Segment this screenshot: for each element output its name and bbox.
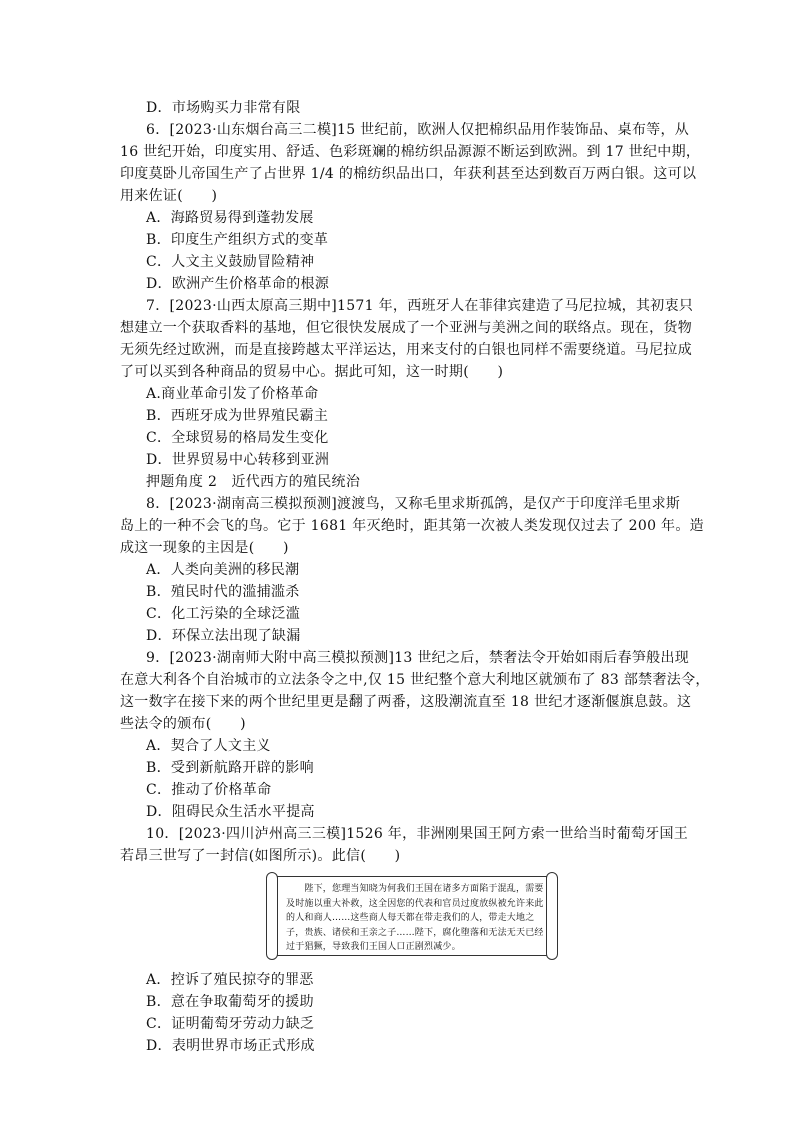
q7-stem-line-3: 无须先经过欧洲，而是直接跨越太平洋运达，用来支付的白银也同样不需要绕道。马尼拉成	[120, 342, 692, 358]
q9-option-a: A．契合了人文主义	[146, 738, 271, 754]
q6-stem-line-1: 6．[2023·山东烟台高三二模]15 世纪前，欧洲人仅把棉织品用作装饰品、桌布等，从	[146, 122, 690, 138]
q10-option-d: D．表明世界市场正式形成	[146, 1038, 315, 1054]
q7-option-d: D．世界贸易中心转移到亚洲	[146, 452, 330, 468]
q7-stem-line-4: 了可以买到各种商品的贸易中心。据此可知，这一时期( )	[120, 364, 504, 380]
q10-stem-line-1: 10．[2023·四川泸州高三三模]1526 年，非洲刚果国王阿方索一世给当时葡萄牙国王	[146, 826, 689, 842]
scroll-left-roll	[266, 872, 278, 960]
q7-option-b: B．西班牙成为世界殖民霸主	[146, 408, 329, 424]
q8-option-d: D．环保立法出现了缺漏	[146, 628, 301, 644]
q9-option-b: B．受到新航路开辟的影响	[146, 760, 314, 776]
q9-stem-line-3: 这一数字在接下来的两个世纪里更是翻了两番，这股潮流直至 18 世纪才逐渐偃旗息鼓。这	[120, 694, 692, 710]
q8-stem-line-1: 8．[2023·湖南高三模拟预测]渡渡鸟，又称毛里求斯孤鸽，是仅产于印度洋毛里求斯	[146, 496, 681, 512]
q9-option-d: D．阻碍民众生活水平提高	[146, 804, 315, 820]
q7-stem-line-2: 想建立一个获取香料的基地，但它很快发展成了一个亚洲与美洲之间的联络点。现在，货物	[120, 320, 692, 336]
q10-option-c: C．证明葡萄牙劳动力缺乏	[146, 1016, 315, 1032]
q7-stem-line-1: 7．[2023·山西太原高三期中]1571 年，西班牙人在菲律宾建造了马尼拉城，其初衷只	[146, 298, 694, 314]
q8-option-b: B．殖民时代的滥捕滥杀	[146, 584, 300, 600]
q8-option-a: A．人类向美洲的移民潮	[146, 562, 300, 578]
q10-option-b: B．意在争取葡萄牙的援助	[146, 994, 314, 1010]
q6-option-c: C．人文主义鼓励冒险精神	[146, 254, 315, 270]
q9-stem-line-2: 在意大利各个自治城市的立法条令之中,仅 15 世纪整个意大利地区就颁布了 83 部禁奢法令，	[120, 672, 710, 688]
q9-option-c: C．推动了价格革命	[146, 782, 272, 798]
q6-stem-line-3: 印度莫卧儿帝国生产了占世界 1/4 的棉纺织品出口，年获利甚至达到数百万两白银。这可以	[120, 166, 697, 182]
scroll-right-roll	[546, 872, 558, 960]
q10-stem-line-2: 若昂三世写了一封信(如图所示)。此信( )	[120, 848, 401, 864]
letter-scroll-figure	[266, 872, 558, 958]
q6-option-d: D．欧洲产生价格革命的根源	[146, 276, 330, 292]
q8-stem-line-2: 岛上的一种不会飞的鸟。它于 1681 年灭绝时，距其第一次被人类发现仅过去了 200 年。造	[120, 518, 704, 534]
q8-stem-line-3: 成这一现象的主因是( )	[120, 540, 289, 556]
q6-stem-line-4: 用来佐证( )	[120, 188, 218, 204]
letter-text: 陛下，您理当知晓为何我们王国在诸多方面陷于混乱，需要及时施以重大补救，这全因您的代表和官员过度放纵被允许来此的人和商人……这些商人每天都在带走我们的人，带走大地之子，贵族、诸侯和王亲之子……陛下，腐化堕落和无法无天已经过于猖獗，导致我们王国人口正剧烈减少。	[286, 884, 544, 952]
q6-stem-line-2: 16 世纪开始，印度实用、舒适、色彩斑斓的棉纺织品源源不断运到欧洲。到 17 世纪中期，	[120, 144, 701, 160]
q6-option-a: A．海路贸易得到蓬勃发展	[146, 210, 314, 226]
q5-option-d: D．市场购买力非常有限	[146, 100, 301, 116]
q6-option-b: B．印度生产组织方式的变革	[146, 232, 329, 248]
q7-option-c: C．全球贸易的格局发生变化	[146, 430, 329, 446]
q7-option-a: A.商业革命引发了价格革命	[146, 386, 319, 402]
q9-stem-line-1: 9．[2023·湖南师大附中高三模拟预测]13 世纪之后，禁奢法令开始如雨后春笋般出现	[146, 650, 690, 666]
q10-option-a: A．控诉了殖民掠夺的罪恶	[146, 972, 314, 988]
section-heading: 押题角度 2 近代西方的殖民统治	[146, 474, 361, 490]
q9-stem-line-4: 些法令的颁布( )	[120, 716, 246, 732]
q8-option-c: C．化工污染的全球泛滥	[146, 606, 301, 622]
